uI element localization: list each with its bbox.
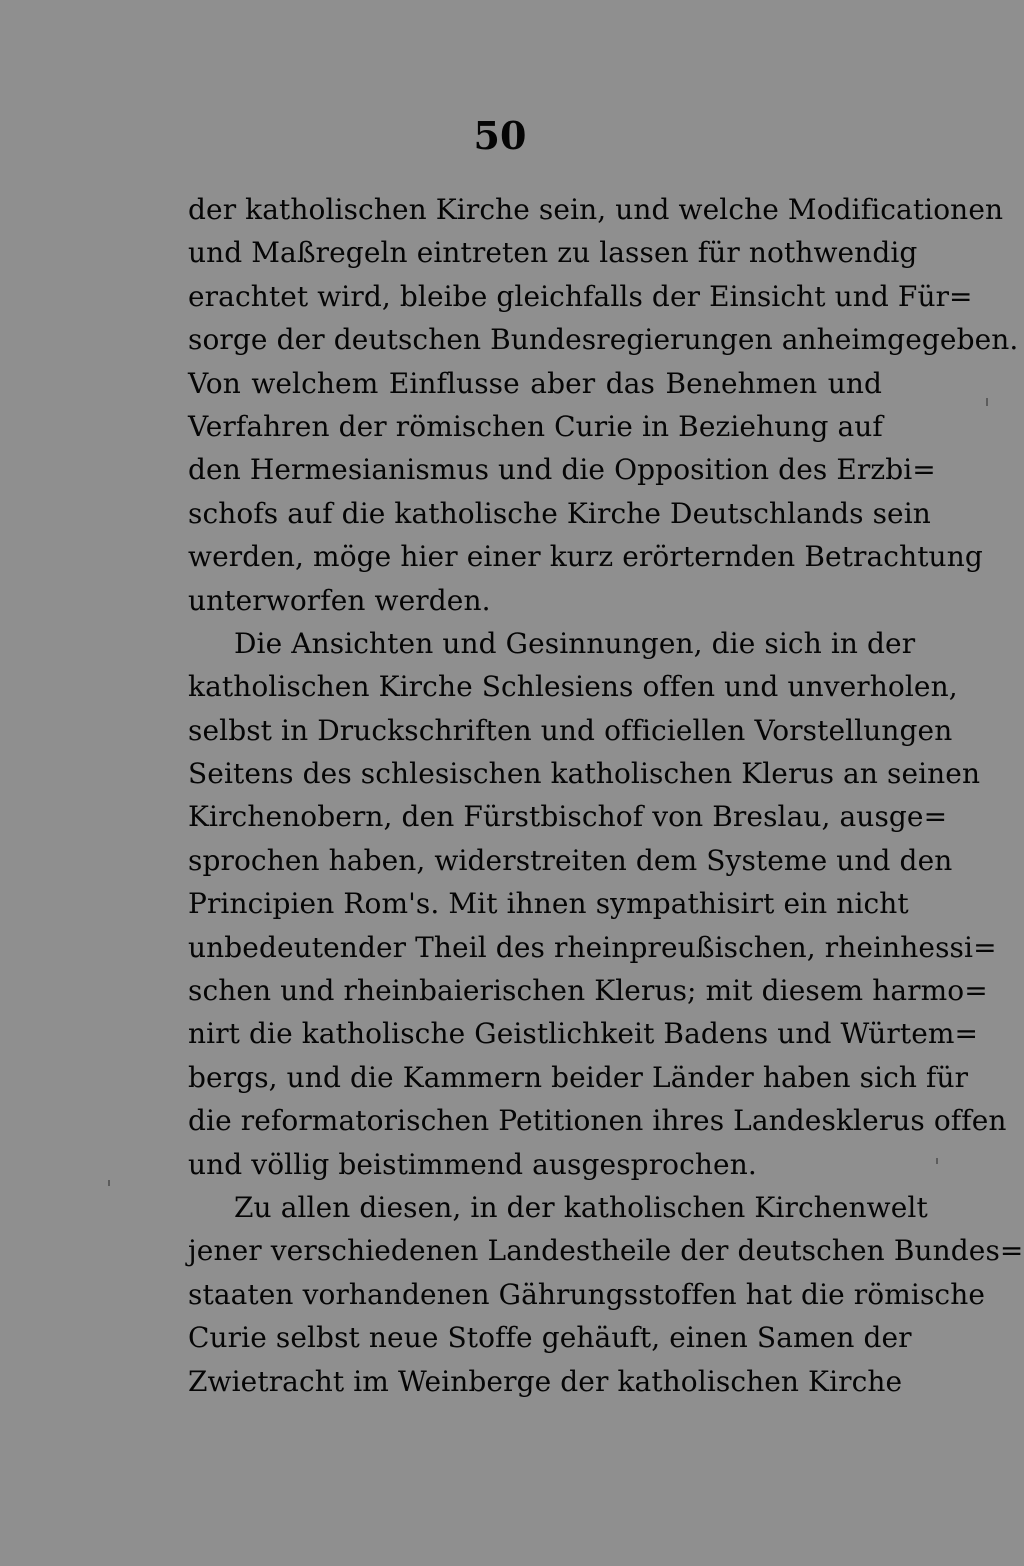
text-line: unbedeutender Theil des rheinpreußischen, rheinhessi= bbox=[188, 930, 997, 964]
text-line: Curie selbst neue Stoffe gehäuft, einen Samen der bbox=[188, 1321, 912, 1355]
text-line: Principien Rom's. Mit ihnen sympathisirt ein nicht bbox=[188, 887, 909, 921]
text-line: katholischen Kirche Schlesiens offen und unverholen, bbox=[188, 670, 958, 704]
text-line: unterworfen werden. bbox=[188, 583, 491, 617]
text-line: staaten vorhandenen Gährungsstoffen hat die römische bbox=[188, 1277, 985, 1311]
text-line: Kirchenobern, den Fürstbischof von Breslau, ausge= bbox=[188, 800, 948, 834]
text-line: und völlig beistimmend ausgesprochen. bbox=[188, 1147, 757, 1181]
text-line: schofs auf die katholische Kirche Deutschlands sein bbox=[188, 496, 931, 530]
text-line: nirt die katholische Geistlichkeit Badens und Würtem= bbox=[188, 1017, 979, 1051]
text-line: Von welchem Einflusse aber das Benehmen und bbox=[188, 366, 882, 400]
text-line: Verfahren der römischen Curie in Beziehung auf bbox=[188, 409, 883, 443]
text-line: und Maßregeln eintreten zu lassen für nothwendig bbox=[188, 236, 918, 270]
text-line: den Hermesianismus und die Opposition des Erzbi= bbox=[188, 453, 936, 487]
text-line: sorge der deutschen Bundesregierungen anheimgegeben. bbox=[188, 323, 1019, 357]
text-line: schen und rheinbaierischen Klerus; mit diesem harmo= bbox=[188, 974, 988, 1008]
body-text bbox=[188, 188, 1024, 1403]
text-line: werden, möge hier einer kurz erörternden Betrachtung bbox=[188, 540, 983, 574]
page-number: 50 bbox=[473, 113, 527, 158]
text-line: erachtet wird, bleibe gleichfalls der Einsicht und Für= bbox=[188, 279, 973, 313]
text-line: jener verschiedenen Landestheile der deutschen Bundes= bbox=[188, 1234, 1024, 1268]
text-line: selbst in Druckschriften und officiellen Vorstellungen bbox=[188, 713, 953, 747]
text-line: Zwietracht im Weinberge der katholischen Kirche bbox=[188, 1364, 903, 1398]
text-line: die reformatorischen Petitionen ihres Landesklerus offen bbox=[188, 1104, 1007, 1138]
text-line: Seitens des schlesischen katholischen Klerus an seinen bbox=[188, 757, 981, 791]
text-line: sprochen haben, widerstreiten dem Systeme und den bbox=[188, 843, 953, 877]
text-line: der katholischen Kirche sein, und welche Modificationen bbox=[188, 193, 1004, 226]
scan-speck bbox=[108, 1180, 110, 1186]
scan-speck bbox=[986, 398, 988, 406]
paragraph-start-line: Die Ansichten und Gesinnungen, die sich in der bbox=[234, 626, 916, 660]
paragraph-start-line: Zu allen diesen, in der katholischen Kirchenwelt bbox=[234, 1190, 928, 1224]
scan-speck bbox=[936, 1158, 938, 1164]
text-line: bergs, und die Kammern beider Länder haben sich für bbox=[188, 1060, 969, 1094]
